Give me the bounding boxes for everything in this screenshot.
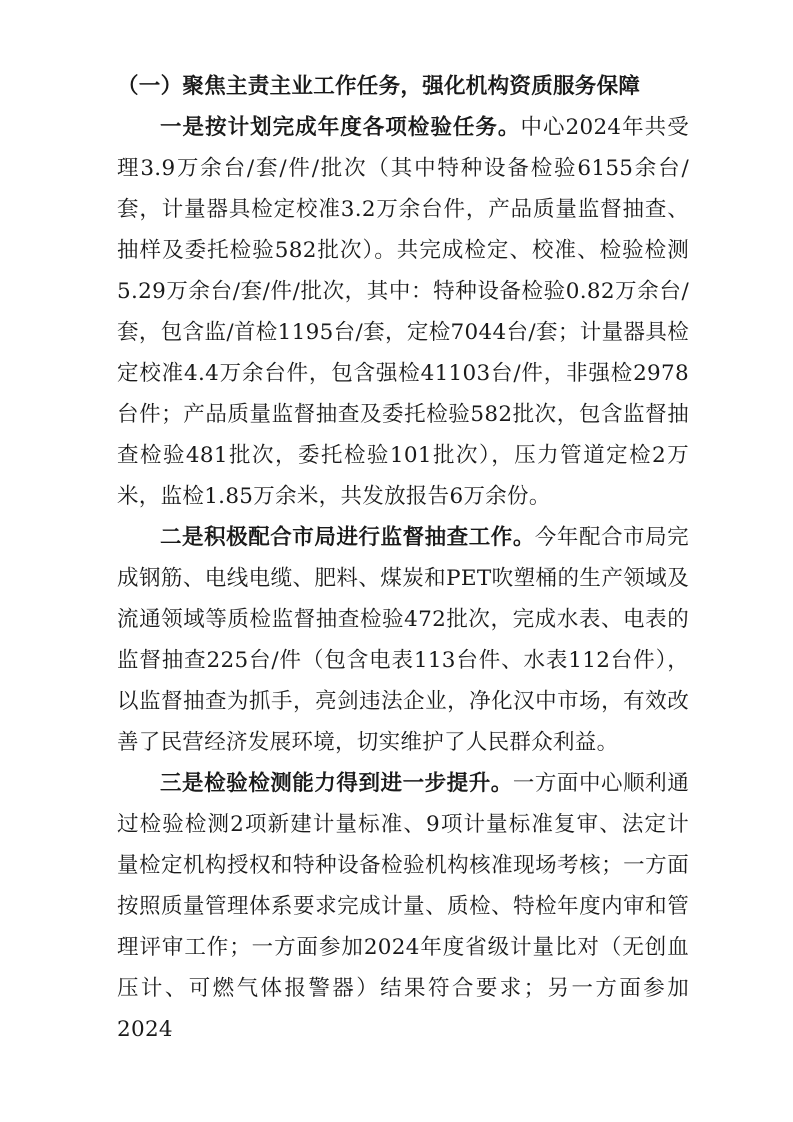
paragraph-body: 一方面中心顺利通过检验检测2项新建计量标准、9项计量标准复审、法定计量检定机构授权和特种设备检验机构核准现场考核；一方面按照质量管理体系要求完成计量、质检、特检年度内审和管理评审工作；一方面参加2024年度省级计量比对（无创血压计、可燃气体报警器）结果符合要求；另一方面参加2024 bbox=[117, 771, 689, 1042]
paragraph-annual-inspection bbox=[117, 107, 689, 517]
document-body bbox=[117, 66, 689, 1050]
paragraph-supervision bbox=[117, 517, 689, 763]
paragraph-lead: 二是积极配合市局进行监督抽查工作。 bbox=[160, 525, 535, 550]
section-heading: （一）聚焦主责主业工作任务，强化机构资质服务保障 bbox=[117, 74, 641, 99]
paragraph-lead: 一是按计划完成年度各项检验任务。 bbox=[160, 115, 521, 140]
paragraph-body: 中心2024年共受理3.9万余台/套/件/批次（其中特种设备检验6155余台/套，计量器具检定校准3.2万余台件，产品质量监督抽查、抽样及委托检验582批次）。共完成检定、校准、检验检测5.29万余台/套/件/批次，其中：特种设备检验0.82万余台/套，包含监/首检1195台/套，定检7044台/套；计量器具检定校准4.4万余台件，包含强检41103台/件，非强检2978台件；产品质量监督抽查及委托检验582批次，包含监督抽查检验481批次，委托检验101批次），压力管道定检2万米，监检1.85万余米，共发放报告6万余份。 bbox=[117, 115, 689, 509]
paragraph-capability bbox=[117, 763, 689, 1050]
paragraph-body: 今年配合市局完成钢筋、电线电缆、肥料、煤炭和PET吹塑桶的生产领域及流通领域等质检监督抽查检验472批次，完成水表、电表的监督抽查225台/件（包含电表113台件、水表112台件），以监督抽查为抓手，亮剑违法企业，净化汉中市场，有效改善了民营经济发展环境，切实维护了人民群众利益。 bbox=[117, 525, 689, 755]
paragraph-lead: 三是检验检测能力得到进一步提升。 bbox=[160, 771, 513, 796]
